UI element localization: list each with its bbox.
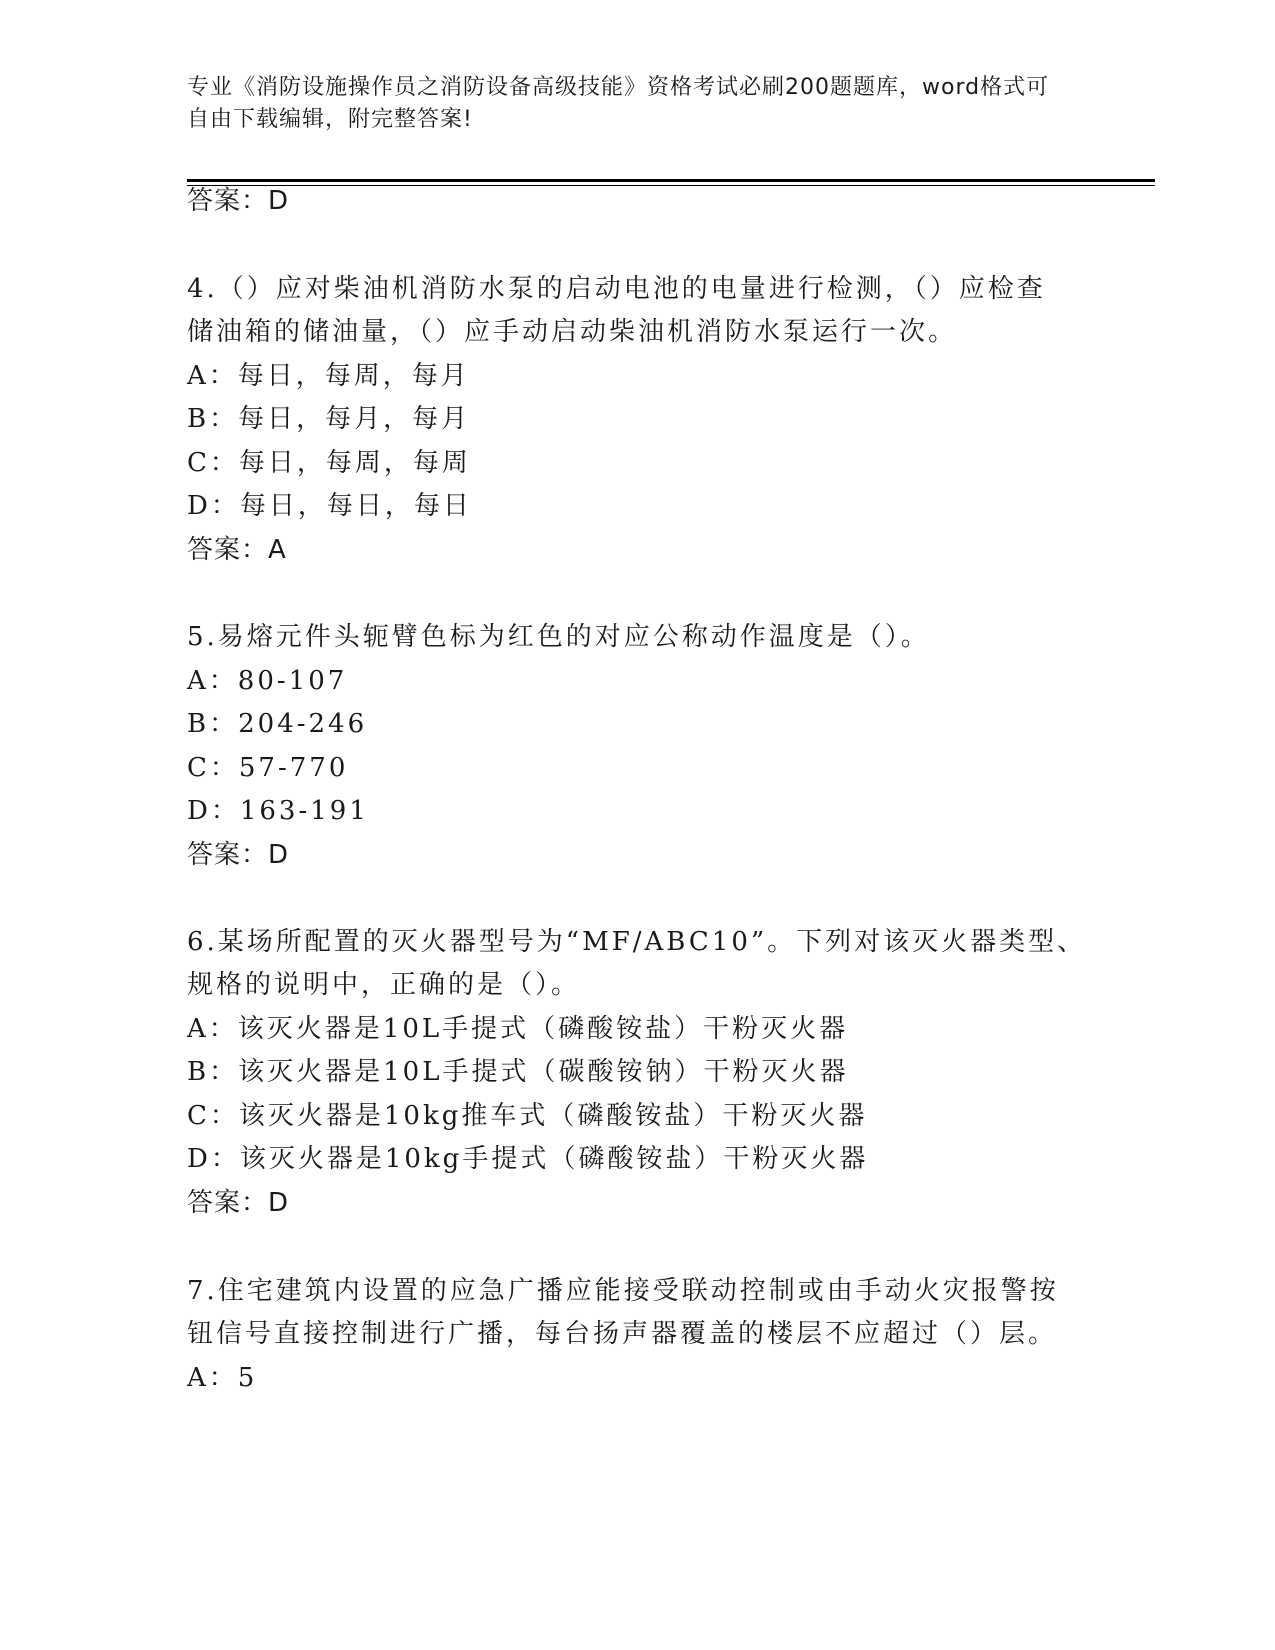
question-text: 规格的说明中，正确的是（）。 bbox=[187, 970, 581, 1000]
question-text: 钮信号直接控制进行广播，每台扬声器覆盖的楼层不应超过（）层。 bbox=[187, 1319, 1058, 1349]
answer-line: 答案：D bbox=[187, 186, 290, 216]
option-c: C：该灭火器是10kg推车式（磷酸铵盐）干粉灭火器 bbox=[187, 1101, 868, 1131]
question-text: 6.某场所配置的灭火器型号为“MF/ABC10”。下列对该灭火器类型、 bbox=[187, 927, 1087, 957]
option-a: A：该灭火器是10L手提式（磷酸铵盐）干粉灭火器 bbox=[187, 1014, 849, 1044]
document-header: 专业《消防设施操作员之消防设备高级技能》资格考试必刷200题题库，word格式可自由下载编辑，附完整答案! bbox=[187, 75, 1050, 132]
question-text: 7.住宅建筑内设置的应急广播应能接受联动控制或由手动火灾报警按 bbox=[187, 1276, 1059, 1306]
option-c: C：每日，每周，每周 bbox=[187, 448, 471, 478]
option-b: B：每日，每月，每月 bbox=[187, 404, 471, 434]
question-text: 4.（）应对柴油机消防水泵的启动电池的电量进行检测，（）应检查 bbox=[187, 274, 1046, 304]
answer-line: 答案：D bbox=[187, 840, 290, 870]
answer-line: 答案：D bbox=[187, 1188, 290, 1218]
option-a: A：每日，每周，每月 bbox=[187, 361, 470, 391]
option-c: C：57-770 bbox=[187, 753, 349, 783]
question-text: 5.易熔元件头轭臂色标为红色的对应公称动作温度是（）。 bbox=[187, 622, 930, 652]
option-d: D：该灭火器是10kg手提式（磷酸铵盐）干粉灭火器 bbox=[187, 1144, 869, 1174]
option-d: D：每日，每日，每日 bbox=[187, 491, 472, 521]
option-b: B：204-246 bbox=[187, 709, 368, 739]
option-a: A：5 bbox=[187, 1363, 258, 1393]
answer-line: 答案：A bbox=[187, 535, 287, 565]
option-a: A：80-107 bbox=[187, 666, 348, 696]
header-rule-thick bbox=[187, 179, 1155, 182]
question-text: 储油箱的储油量，（）应手动启动柴油机消防水泵运行一次。 bbox=[187, 317, 958, 347]
option-b: B：该灭火器是10L手提式（碳酸铵钠）干粉灭火器 bbox=[187, 1057, 849, 1087]
header-rule-thin bbox=[187, 185, 1155, 186]
option-d: D：163-191 bbox=[187, 796, 369, 826]
